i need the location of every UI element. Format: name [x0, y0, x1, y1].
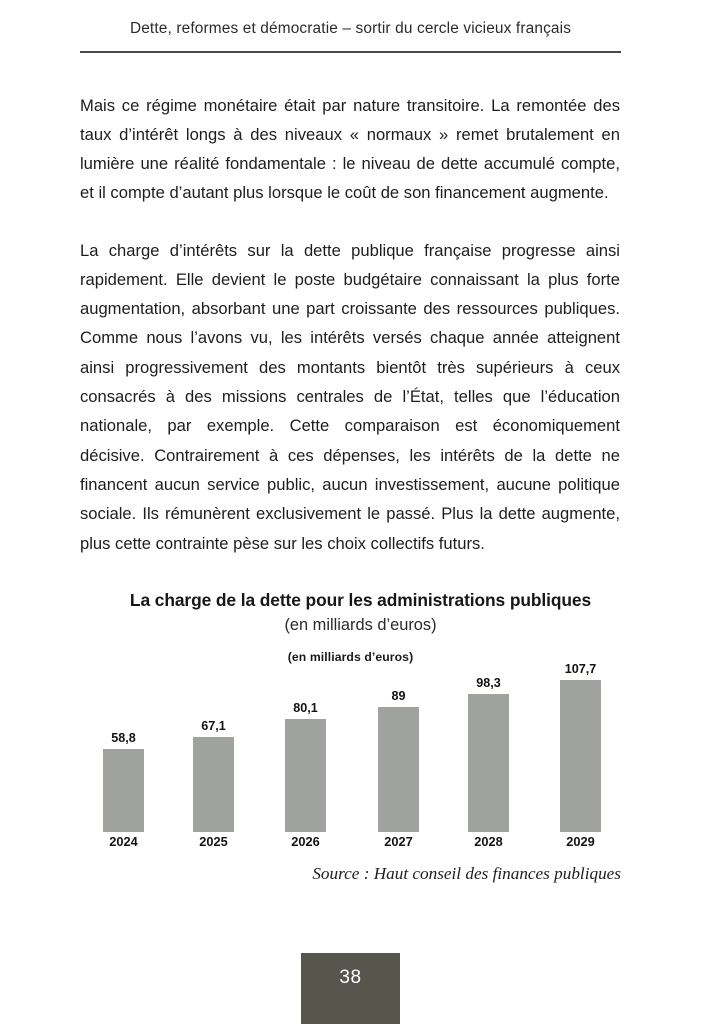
header-divider-rule	[80, 51, 621, 53]
chart-bar	[378, 707, 419, 832]
bar-group	[560, 662, 601, 832]
x-axis-label: 2028	[474, 834, 503, 849]
bar-value-label: 80,1	[293, 701, 318, 715]
body-paragraph-1: Mais ce régime monétaire était par nature transitoire. La remontée des taux d’intérêt longs à des niveaux « normaux » remet brutalement en lumière une réalité fondamentale : le niveau de dette accumulé compte, et il compte d’autant plus lorsque le coût de son financement augmente.	[80, 95, 620, 203]
figure-source	[80, 864, 621, 884]
bar-value-label: 107,7	[564, 662, 597, 676]
running-header	[80, 20, 621, 38]
chart-bar	[560, 680, 601, 832]
bar-chart	[80, 648, 621, 858]
chart-unit-label	[80, 648, 621, 666]
figure-subtitle: (en milliards d’euros)	[284, 616, 437, 634]
x-axis-label: 2027	[384, 834, 413, 849]
running-header-title: Dette, reformes et démocratie – sortir du cercle vicieux français	[129, 20, 572, 37]
page-folio-block	[301, 953, 400, 1024]
x-axis-label: 2029	[566, 834, 595, 849]
bar-group	[103, 670, 144, 832]
chart-bar	[285, 719, 326, 832]
chart-bar	[468, 694, 509, 832]
chart-unit-label-text: (en milliards d’euros)	[287, 650, 414, 664]
figure-title: La charge de la dette pour les administrations publiques	[129, 590, 592, 610]
chart-plot-area	[80, 662, 621, 832]
bar-group	[193, 670, 234, 832]
figure-heading-block	[0, 588, 721, 637]
body-paragraph-2: La charge d’intérêts sur la dette publique française progresse ainsi rapidement. Elle devient le poste budgétaire connaissant la plus forte augmentation, absorbant une part croissante des ressources publiques. Comme nous l’avons vu, les intérêts versés chaque année atteignent ainsi progressivement des montants bientôt très supérieurs à ceux consacrés à des missions centrales de l’État, telles que l’éducation nationale, par exemple. Cette comparaison est économiquement décisive. Contrairement à ces dépenses, les intérêts de la dette ne financent aucun service public, aucun investissement, aucune politique sociale. Ils rémunèrent exclusivement le passé. Plus la dette augmente, plus cette contrainte pèse sur les choix collectifs futurs.	[80, 240, 620, 553]
page-number: 38	[339, 967, 362, 988]
bar-value-label: 67,1	[201, 719, 226, 733]
chart-bar	[193, 737, 234, 832]
chart-bar	[103, 749, 144, 832]
figure-source-text: Source : Haut conseil des finances publiques	[312, 864, 621, 883]
bar-group	[285, 670, 326, 832]
chart-x-axis-labels	[80, 834, 621, 856]
bar-group	[468, 670, 509, 832]
x-axis-label: 2024	[109, 834, 138, 849]
x-axis-label: 2026	[291, 834, 320, 849]
x-axis-label: 2025	[199, 834, 228, 849]
bar-value-label: 98,3	[476, 676, 501, 690]
bar-group	[378, 670, 419, 832]
bar-value-label: 58,8	[111, 731, 136, 745]
bar-value-label: 89	[391, 689, 406, 703]
